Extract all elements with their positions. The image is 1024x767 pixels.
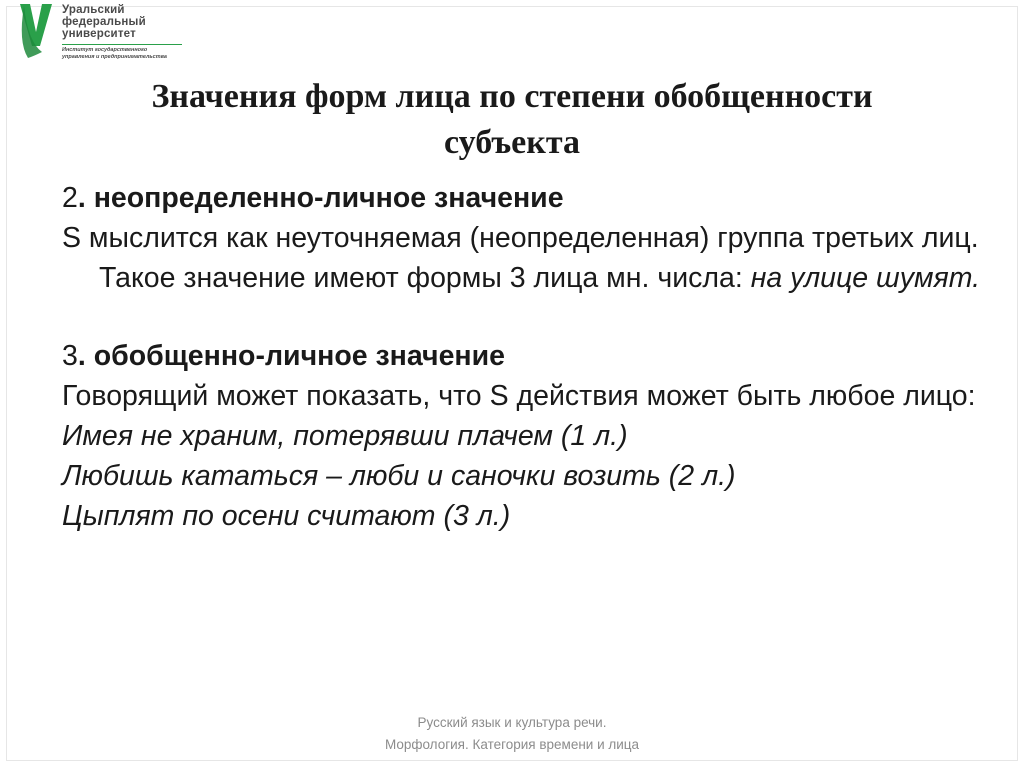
logo-line-1: Уральский [62,4,125,16]
section-2-description: S мыслится как неуточняемая (неопределенная) группа третьих лиц. Такое значение имеют формы 3 лица мн. числа: [62,222,979,294]
section-2-heading [62,178,982,218]
section-2-example: на улице шумят. [750,262,981,294]
section-2-heading-text: . неопределенно-личное значение [77,182,564,214]
section-3-heading [62,336,982,376]
logo-divider [62,44,182,45]
slide-title [0,74,1024,166]
section-3-number: 3 [62,340,78,372]
footer-line-2: Морфология. Категория времени и лица [384,737,640,752]
logo-sub-1: Институт государственного [62,47,148,53]
logo-sub-2: управления и предпринимательства [62,54,167,60]
section-3-example-3: Цыплят по осени считают (3 л.) [62,500,511,532]
logo-text [62,4,182,61]
logo-line-2: федеральный [62,16,146,28]
slide-body [62,178,982,536]
slide-footer [0,712,1024,756]
section-3-example-2: Любишь кататься – люби и саночки возить (2 л.) [62,460,736,492]
urfu-logo-mark-icon [14,2,58,60]
university-logo [14,2,194,62]
section-3-text: Говорящий может показать, что S действия может быть любое лицо: [62,380,976,412]
section-2-text [62,218,982,298]
section-gap [62,298,982,336]
section-2-number: 2 [62,182,78,214]
footer-line-1: Русский язык и культура речи. [417,715,607,730]
title-line-1: Значения форм лица по степени обобщенности [151,78,873,115]
section-3-example-1: Имея не храним, потерявши плачем (1 л.) [62,420,628,452]
logo-line-3: университет [62,28,136,40]
section-3-heading-text: . обобщенно-личное значение [77,340,506,372]
title-line-2: субъекта [444,124,580,161]
